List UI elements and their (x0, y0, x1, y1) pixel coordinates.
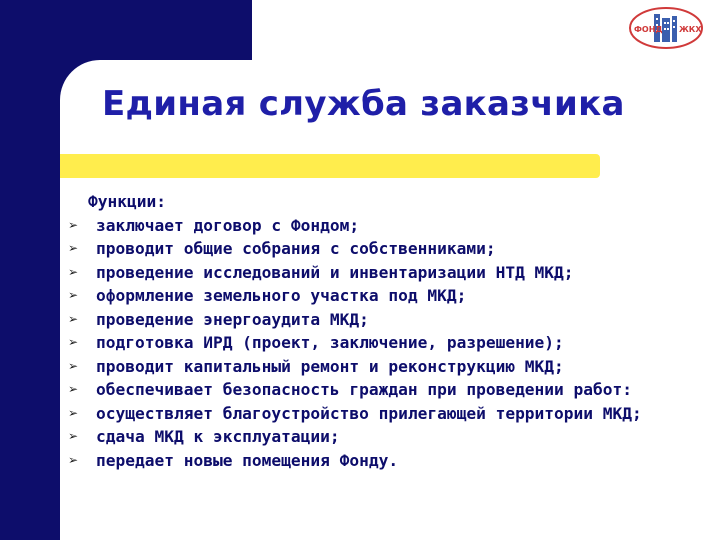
list-item (68, 378, 708, 402)
list-item-text: проведение энергоаудита МКД; (96, 309, 369, 329)
slide-content (68, 190, 708, 472)
functions-list (68, 214, 708, 473)
arrow-bullet-icon: ➢ (68, 382, 79, 396)
arrow-bullet-icon: ➢ (68, 264, 79, 279)
list-item-text: осуществляет благоустройство прилегающей территории МКД; (96, 403, 642, 423)
arrow-bullet-icon: ➢ (68, 358, 79, 373)
functions-label: Функции: (88, 192, 166, 211)
list-item-text: обеспечивает безопасность граждан при проведении работ: (96, 380, 633, 399)
logo-left-text: ФОНД (634, 25, 663, 34)
arrow-bullet-icon: ➢ (68, 405, 79, 420)
logo-right-text: ЖКХ (679, 25, 702, 34)
arrow-bullet-icon: ➢ (68, 311, 79, 326)
arrow-bullet-icon: ➢ (68, 241, 79, 255)
list-item-text: заключает договор с Фондом; (96, 215, 360, 235)
list-item-text: сдача МКД к эксплуатации; (96, 427, 340, 446)
list-item (68, 308, 708, 332)
list-item-text: передает новые помещения Фонду. (96, 450, 399, 470)
arrow-bullet-icon: ➢ (68, 288, 79, 302)
list-item (68, 402, 708, 426)
list-item (68, 355, 708, 379)
arrow-bullet-icon: ➢ (68, 429, 79, 443)
arrow-bullet-icon: ➢ (68, 335, 79, 349)
slide-title: Единая служба заказчика (102, 84, 625, 124)
arrow-bullet-icon: ➢ (68, 452, 79, 467)
list-item (68, 425, 708, 449)
list-item (68, 237, 708, 261)
list-item-text: проводит общие собрания с собственниками; (96, 239, 496, 258)
list-item-text: проводит капитальный ремонт и реконструкцию МКД; (96, 356, 564, 376)
arrow-bullet-icon: ➢ (68, 217, 79, 232)
list-item (68, 214, 708, 238)
list-item-text: проведение исследований и инвентаризации НТД МКД; (96, 262, 574, 282)
list-item (68, 331, 708, 355)
list-item-text: оформление земельного участка под МКД; (96, 286, 467, 305)
yellow-divider-cap (60, 154, 78, 178)
building-logo-icon (628, 6, 704, 50)
list-item-text: подготовка ИРД (проект, заключение, разрешение); (96, 333, 564, 352)
list-item (68, 284, 708, 308)
list-item (68, 449, 708, 473)
yellow-divider (60, 154, 600, 178)
list-item (68, 261, 708, 285)
